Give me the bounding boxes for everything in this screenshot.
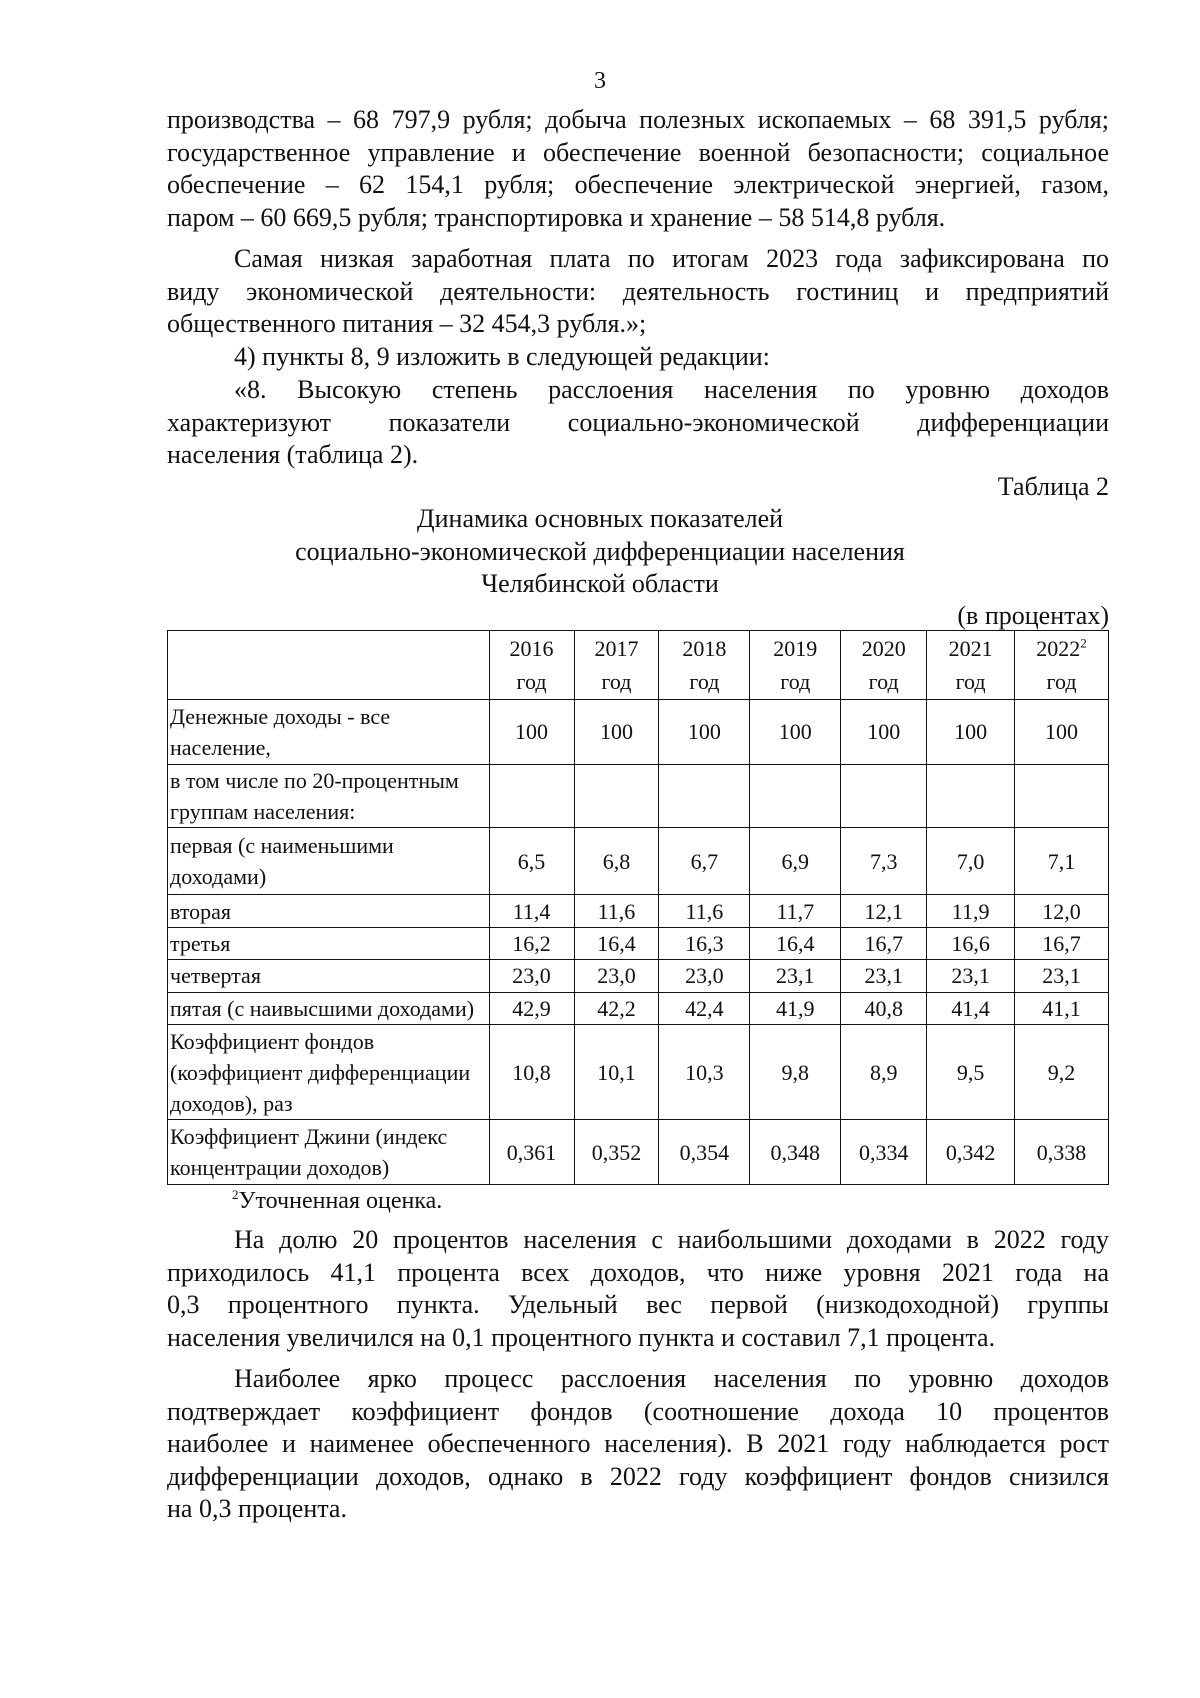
table-row bbox=[168, 699, 1109, 764]
text-line: виду экономической деятельности: деятельность гостиниц и предприятий bbox=[167, 276, 1109, 306]
value-cell: 0,342 bbox=[927, 1120, 1015, 1185]
value-cell: 0,338 bbox=[1015, 1120, 1109, 1185]
value-cell: 16,4 bbox=[750, 927, 841, 959]
page-number: 3 bbox=[594, 68, 606, 94]
table-row bbox=[168, 927, 1109, 959]
value-cell bbox=[489, 764, 574, 828]
value-cell: 16,7 bbox=[841, 927, 927, 959]
text-line: характеризуют показатели социально-экономической дифференциации bbox=[167, 407, 1109, 437]
text-line: На долю 20 процентов населения с наибольшими доходами в 2022 году bbox=[234, 1225, 1109, 1254]
row-label-line: (коэффициент дифференциации bbox=[170, 1059, 471, 1085]
table-row bbox=[168, 764, 1109, 828]
value-cell: 100 bbox=[841, 699, 927, 764]
row-label-line: в том числе по 20-процентным bbox=[170, 768, 459, 794]
value-cell: 100 bbox=[927, 699, 1015, 764]
row-label-line: доходов), раз bbox=[170, 1090, 293, 1116]
value-cell: 40,8 bbox=[841, 992, 927, 1024]
value-cell bbox=[659, 764, 750, 828]
value-cell: 23,1 bbox=[750, 960, 841, 992]
value-cell: 0,354 bbox=[659, 1120, 750, 1185]
text-line: 0,3 процентного пункта. Удельный вес первой (низкодоходной) группы bbox=[167, 1290, 1109, 1319]
year-header: 2020 год bbox=[841, 631, 927, 700]
value-cell: 23,0 bbox=[659, 960, 750, 992]
table-row bbox=[168, 1024, 1109, 1119]
row-label-line: население, bbox=[170, 734, 271, 760]
value-cell: 16,4 bbox=[574, 927, 659, 959]
value-cell: 9,2 bbox=[1015, 1024, 1109, 1119]
value-cell: 42,2 bbox=[574, 992, 659, 1024]
table-title-line: социально-экономической дифференциации населения bbox=[295, 536, 905, 566]
text-line: населения (таблица 2). bbox=[167, 440, 419, 469]
row-label-line: Коэффициент Джини (индекс bbox=[170, 1124, 448, 1150]
text-line: Самая низкая заработная плата по итогам 2023 года зафиксирована по bbox=[234, 244, 1109, 273]
text-line: 4) пункты 8, 9 изложить в следующей редакции: bbox=[234, 342, 770, 371]
value-cell: 8,9 bbox=[841, 1024, 927, 1119]
value-cell: 23,1 bbox=[1015, 960, 1109, 992]
text-line: обеспечение – 62 154,1 рубля; обеспечение электрической энергией, газом, bbox=[167, 170, 1109, 199]
value-cell: 23,0 bbox=[489, 960, 574, 992]
row-label-line: третья bbox=[170, 930, 231, 956]
value-cell: 100 bbox=[750, 699, 841, 764]
table-title bbox=[0, 503, 1200, 601]
value-cell: 0,352 bbox=[574, 1120, 659, 1185]
value-cell: 6,7 bbox=[659, 828, 750, 895]
value-cell: 12,1 bbox=[841, 895, 927, 927]
value-cell: 0,334 bbox=[841, 1120, 927, 1185]
table-label: Таблица 2 bbox=[997, 472, 1109, 501]
row-label bbox=[168, 828, 490, 895]
value-cell bbox=[574, 764, 659, 828]
value-cell bbox=[841, 764, 927, 828]
footnote-text: Уточненная оценка. bbox=[238, 1188, 443, 1214]
value-cell: 7,1 bbox=[1015, 828, 1109, 895]
value-cell: 16,7 bbox=[1015, 927, 1109, 959]
year-header: 2017 год bbox=[574, 631, 659, 700]
value-cell: 11,9 bbox=[927, 895, 1015, 927]
row-label-line: группам населения: bbox=[170, 799, 356, 825]
footnote bbox=[232, 1188, 442, 1215]
text-line: наиболее и наименее обеспеченного населения). В 2021 году наблюдается рост bbox=[167, 1429, 1109, 1458]
table-row bbox=[168, 960, 1109, 992]
value-cell: 11,7 bbox=[750, 895, 841, 927]
text-line: паром – 60 669,5 рубля; транспортировка и хранение – 58 514,8 рубля. bbox=[167, 202, 946, 232]
table-header-row bbox=[168, 631, 1109, 700]
value-cell: 0,361 bbox=[489, 1120, 574, 1185]
row-label bbox=[168, 927, 490, 959]
row-label-line: концентрации доходов) bbox=[170, 1155, 390, 1181]
row-label-line: Денежные доходы - все bbox=[170, 703, 391, 729]
value-cell: 16,6 bbox=[927, 927, 1015, 959]
year-header: 2018 год bbox=[659, 631, 750, 700]
value-cell: 16,3 bbox=[659, 927, 750, 959]
row-label bbox=[168, 699, 490, 764]
value-cell: 41,1 bbox=[1015, 992, 1109, 1024]
value-cell: 23,0 bbox=[574, 960, 659, 992]
table-row bbox=[168, 828, 1109, 895]
table-row bbox=[168, 992, 1109, 1024]
year-header: 2016 год bbox=[489, 631, 574, 700]
row-label bbox=[168, 960, 490, 992]
footnote-mark: 2 bbox=[232, 1187, 239, 1202]
intro-paragraph bbox=[167, 104, 1109, 234]
row-label bbox=[168, 764, 490, 828]
text-line: Наиболее ярко процесс расслоения населения по уровню доходов bbox=[234, 1364, 1109, 1393]
text-line: подтверждает коэффициент фондов (соотношение дохода 10 процентов bbox=[167, 1396, 1109, 1426]
point8-paragraph bbox=[167, 374, 1109, 472]
value-cell bbox=[927, 764, 1015, 828]
amendment-paragraph bbox=[167, 341, 1109, 374]
value-cell: 10,3 bbox=[659, 1024, 750, 1119]
value-cell: 41,9 bbox=[750, 992, 841, 1024]
value-cell: 7,0 bbox=[927, 828, 1015, 895]
row-label bbox=[168, 1120, 490, 1185]
value-cell: 100 bbox=[574, 699, 659, 764]
lowest-wage-paragraph bbox=[167, 243, 1109, 341]
value-cell: 11,4 bbox=[489, 895, 574, 927]
text-line: «8. Высокую степень расслоения населения по уровню доходов bbox=[234, 375, 1109, 404]
row-label bbox=[168, 895, 490, 927]
text-line: населения увеличился на 0,1 процентного пункта и составил 7,1 процента. bbox=[167, 1322, 996, 1352]
value-cell: 9,5 bbox=[927, 1024, 1015, 1119]
value-cell bbox=[1015, 764, 1109, 828]
value-cell: 6,8 bbox=[574, 828, 659, 895]
value-cell: 11,6 bbox=[574, 895, 659, 927]
year-header: 2019 год bbox=[750, 631, 841, 700]
text-line: дифференциации доходов, однако в 2022 году коэффициент фондов снизился bbox=[167, 1461, 1109, 1491]
table-row bbox=[168, 1120, 1109, 1185]
value-cell: 9,8 bbox=[750, 1024, 841, 1119]
value-cell: 10,1 bbox=[574, 1024, 659, 1119]
text-line: производства – 68 797,9 рубля; добыча полезных ископаемых – 68 391,5 рубля; bbox=[167, 105, 1109, 134]
units-label: (в процентах) bbox=[957, 601, 1109, 630]
row-label-line: четвертая bbox=[170, 963, 261, 989]
value-cell: 12,0 bbox=[1015, 895, 1109, 927]
value-cell: 23,1 bbox=[927, 960, 1015, 992]
row-label-line: доходами) bbox=[170, 864, 267, 890]
value-cell: 10,8 bbox=[489, 1024, 574, 1119]
value-cell: 100 bbox=[659, 699, 750, 764]
value-cell: 100 bbox=[1015, 699, 1109, 764]
footnote-mark: 2 bbox=[1080, 635, 1087, 651]
fund-coefficient-paragraph bbox=[167, 1363, 1109, 1526]
row-label-line: пятая (с наивысшими доходами) bbox=[170, 995, 475, 1021]
value-cell: 23,1 bbox=[841, 960, 927, 992]
row-label-line: вторая bbox=[170, 898, 232, 924]
table-row bbox=[168, 895, 1109, 927]
share-paragraph bbox=[167, 1224, 1109, 1354]
value-cell: 6,9 bbox=[750, 828, 841, 895]
text-line: государственное управление и обеспечение военной безопасности; социальное bbox=[167, 137, 1109, 167]
text-line: приходилось 41,1 процента всех доходов, что ниже уровня 2021 года на bbox=[167, 1257, 1109, 1287]
value-cell bbox=[750, 764, 841, 828]
value-cell: 42,4 bbox=[659, 992, 750, 1024]
year-header: 2022$^2$ год bbox=[1015, 631, 1109, 700]
row-label-line: первая (с наименьшими bbox=[170, 833, 394, 859]
value-cell: 42,9 bbox=[489, 992, 574, 1024]
value-cell: 0,348 bbox=[750, 1120, 841, 1185]
value-cell: 16,2 bbox=[489, 927, 574, 959]
text-line: на 0,3 процента. bbox=[167, 1494, 347, 1523]
value-cell: 6,5 bbox=[489, 828, 574, 895]
row-label-line: Коэффициент фондов bbox=[170, 1028, 375, 1054]
row-label bbox=[168, 1024, 490, 1119]
year-header: 2021 год bbox=[927, 631, 1015, 700]
header-empty-cell bbox=[168, 631, 490, 700]
row-label bbox=[168, 992, 490, 1024]
table-title-line: Челябинской области bbox=[481, 569, 719, 598]
value-cell: 41,4 bbox=[927, 992, 1015, 1024]
text-line: общественного питания – 32 454,3 рубля.»; bbox=[167, 309, 647, 338]
table-title-line: Динамика основных показателей bbox=[416, 504, 784, 533]
income-differentiation-table bbox=[167, 630, 1109, 1185]
value-cell: 7,3 bbox=[841, 828, 927, 895]
value-cell: 100 bbox=[489, 699, 574, 764]
value-cell: 11,6 bbox=[659, 895, 750, 927]
